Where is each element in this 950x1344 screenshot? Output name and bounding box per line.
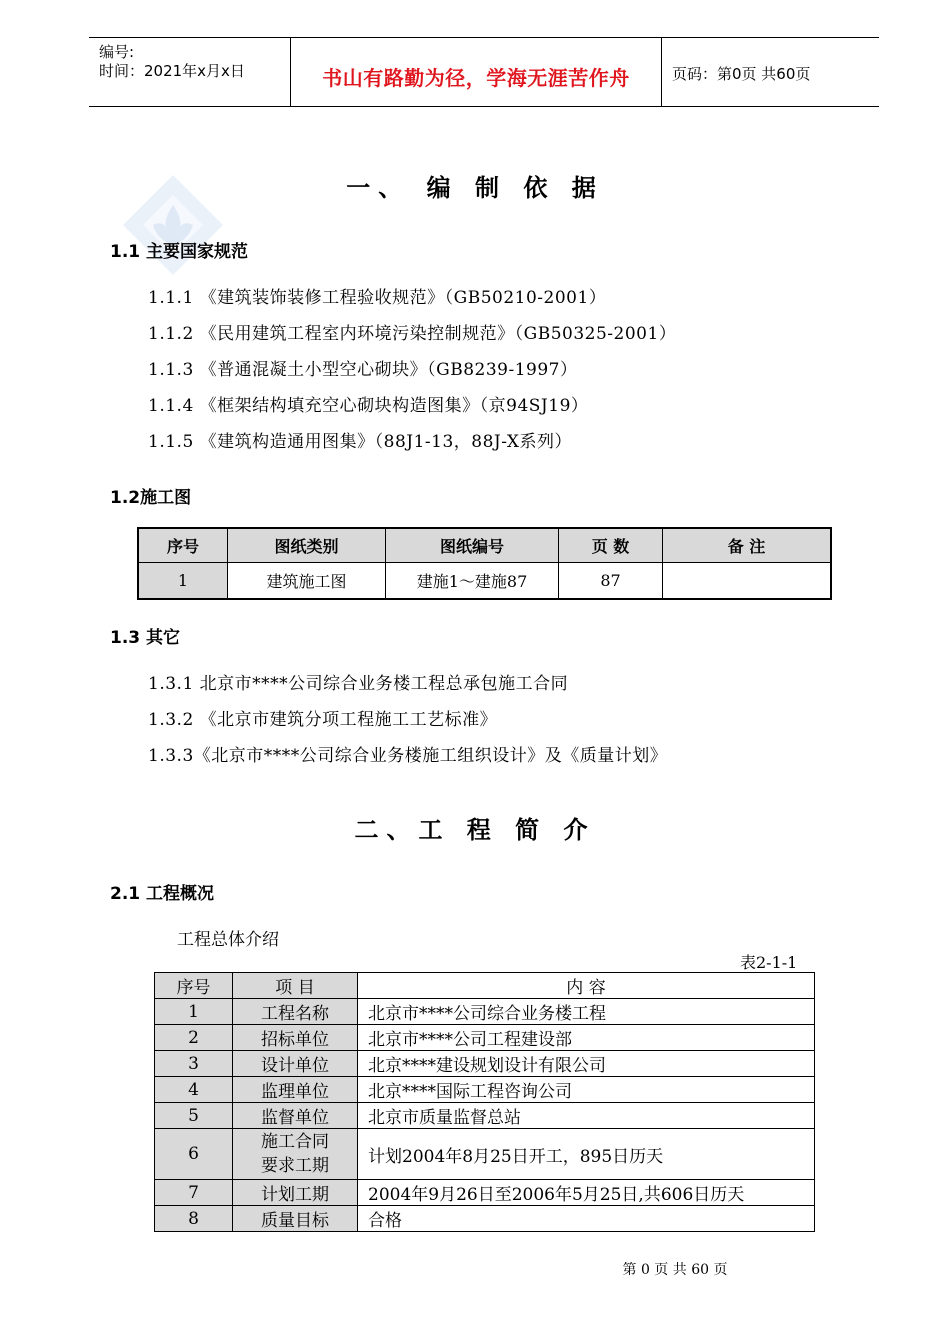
table-cell: 4	[155, 1077, 233, 1103]
overview-table-header	[155, 973, 815, 999]
table-row	[155, 1206, 815, 1232]
table-cell: 8	[155, 1206, 233, 1232]
col-header: 图纸编号	[386, 528, 559, 563]
section1-title: 一、 编 制 依 据	[346, 174, 604, 202]
table-row	[155, 1077, 815, 1103]
s13-item-2: 1.3.2 《北京市建筑分项工程施工工艺标准》	[148, 710, 498, 730]
table-cell: 2004年9月26日至2006年5月25日,共606日历天	[358, 1180, 815, 1206]
page-info: 页码：第0页 共60页	[672, 65, 811, 83]
header-page-cell	[662, 38, 879, 106]
s11-heading: 1.1 主要国家规范	[110, 242, 249, 262]
overview-table	[154, 972, 815, 1232]
table-cell: 工程名称	[233, 999, 358, 1025]
table-cell: 2	[155, 1025, 233, 1051]
table-cell: 施工合同 要求工期	[233, 1129, 358, 1180]
table-cell: 3	[155, 1051, 233, 1077]
number-label: 编号:	[99, 43, 135, 61]
table-cell: 北京市****公司工程建设部	[358, 1025, 815, 1051]
table-number: 表2-1-1	[740, 953, 798, 972]
s21-heading: 2.1 工程概况	[110, 884, 215, 904]
motto: 书山有路勤为径，学海无涯苦作舟	[322, 66, 630, 90]
table-cell: 1	[155, 999, 233, 1025]
s13-item-3: 1.3.3《北京市****公司综合业务楼施工组织设计》及《质量计划》	[148, 746, 668, 766]
col-header: 图纸类别	[228, 528, 386, 563]
time-label: 时间：2021年x月x日	[99, 62, 245, 80]
table-cell: 建施1～建施87	[386, 563, 559, 600]
page-header	[89, 37, 879, 107]
col-header: 内 容	[358, 973, 815, 999]
table-row	[155, 1180, 815, 1206]
col-header: 备 注	[663, 528, 832, 563]
table-cell: 建筑施工图	[228, 563, 386, 600]
s11-item-3: 1.1.3 《普通混凝土小型空心砌块》（GB8239-1997）	[148, 360, 578, 380]
table-cell: 1	[138, 563, 228, 600]
table-cell: 5	[155, 1103, 233, 1129]
table-cell: 监督单位	[233, 1103, 358, 1129]
s13-heading: 1.3 其它	[110, 628, 181, 648]
section2-title: 二、工 程 简 介	[354, 816, 596, 844]
s12-heading: 1.2施工图	[110, 488, 192, 508]
table-cell: 北京****国际工程咨询公司	[358, 1077, 815, 1103]
table-cell: 6	[155, 1129, 233, 1180]
table-row	[138, 563, 831, 600]
page-footer: 第 0 页 共 60 页	[622, 1262, 728, 1278]
table-cell: 招标单位	[233, 1025, 358, 1051]
col-header: 页 数	[559, 528, 663, 563]
table-cell: 北京****建设规划设计有限公司	[358, 1051, 815, 1077]
s11-item-4: 1.1.4 《框架结构填充空心砌块构造图集》（京94SJ19）	[148, 396, 589, 416]
s21-intro: 工程总体介绍	[177, 930, 279, 950]
table-cell: 北京市质量监督总站	[358, 1103, 815, 1129]
table-cell: 北京市****公司综合业务楼工程	[358, 999, 815, 1025]
s13-item-1: 1.3.1 北京市****公司综合业务楼工程总承包施工合同	[148, 674, 569, 694]
table-row	[155, 1103, 815, 1129]
table-cell: 87	[559, 563, 663, 600]
drawings-table	[137, 527, 832, 600]
table-cell: 设计单位	[233, 1051, 358, 1077]
table-cell: 7	[155, 1180, 233, 1206]
table-row	[155, 1129, 815, 1180]
table-cell: 监理单位	[233, 1077, 358, 1103]
table-cell: 计划工期	[233, 1180, 358, 1206]
col-header: 序号	[138, 528, 228, 563]
table-cell: 质量目标	[233, 1206, 358, 1232]
s11-item-2: 1.1.2 《民用建筑工程室内环境污染控制规范》（GB50325-2001）	[148, 324, 677, 344]
table-cell: 合格	[358, 1206, 815, 1232]
header-meta	[89, 38, 290, 106]
table-cell: 计划2004年8月25日开工，895日历天	[358, 1129, 815, 1180]
table-row	[155, 999, 815, 1025]
header-motto-cell	[290, 38, 662, 106]
s11-item-1: 1.1.1 《建筑装饰装修工程验收规范》（GB50210-2001）	[148, 288, 607, 308]
table-cell	[663, 563, 832, 600]
col-header: 项 目	[233, 973, 358, 999]
s11-item-5: 1.1.5 《建筑构造通用图集》（88J1-13，88J-X系列）	[148, 432, 572, 452]
drawings-table-header	[138, 528, 831, 563]
table-row	[155, 1025, 815, 1051]
col-header: 序号	[155, 973, 233, 999]
table-row	[155, 1051, 815, 1077]
